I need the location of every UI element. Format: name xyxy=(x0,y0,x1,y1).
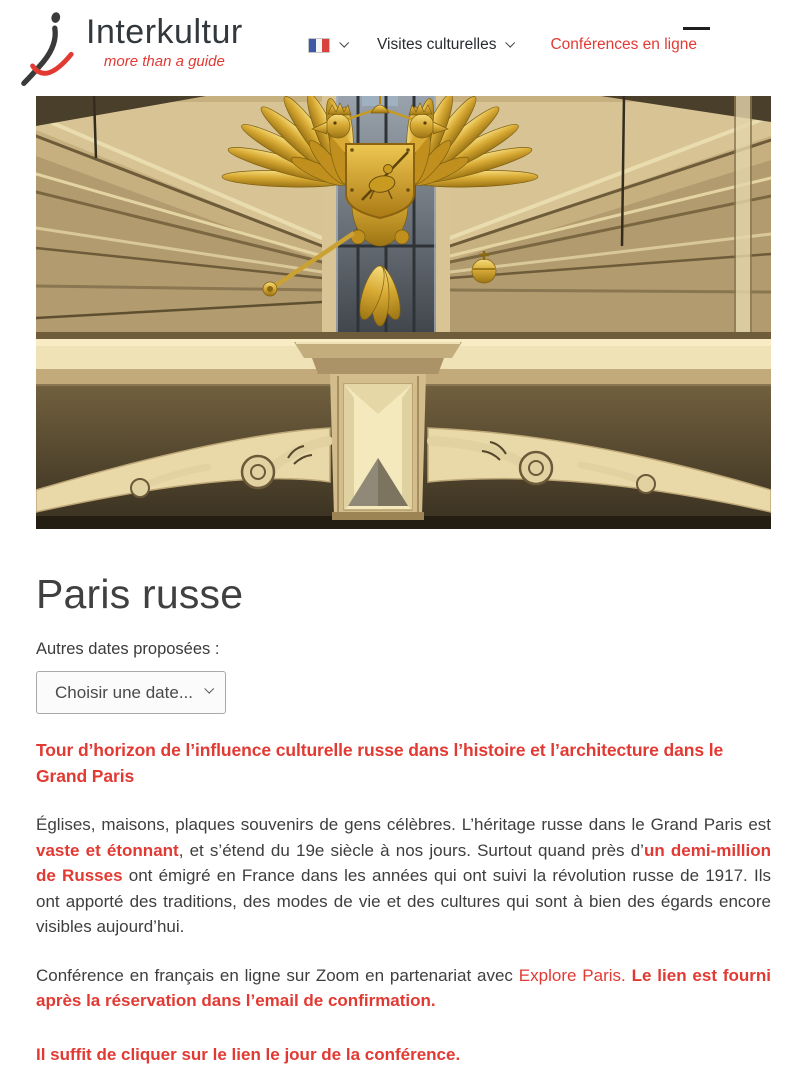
text-segment: Églises, maisons, plaques souvenirs de gens célèbres. L’héritage russe dans le Grand Paris est xyxy=(36,815,771,834)
language-switcher[interactable] xyxy=(308,38,347,53)
site-header xyxy=(0,0,807,96)
explore-paris-link[interactable]: Explore Paris xyxy=(518,965,622,985)
nav-item-visites-culturelles[interactable] xyxy=(377,36,513,54)
chevron-down-icon xyxy=(204,684,214,694)
nav-accent-line xyxy=(683,27,710,30)
page-title: Paris russe xyxy=(36,571,244,617)
text-segment: vaste et étonnant xyxy=(36,840,179,860)
text-segment: un demi-million de Russes xyxy=(36,840,772,885)
text-segment: ont émigré en France dans les années qui ont suivi la révolution russe de 1917. Ils ont apporté des traditions, des modes de vie et des cultures qui sont à bien des égards encore visibles aujourd’hui. xyxy=(36,866,771,936)
nav-item-conferences-en-ligne[interactable] xyxy=(550,36,697,54)
paragraph-link-instruction xyxy=(36,1042,771,1068)
main-nav xyxy=(308,36,697,54)
text-segment: Le lien est fourni après la réservation dans l’email de confirmation. xyxy=(36,965,771,1010)
dates-label: Autres dates proposées : xyxy=(36,640,220,658)
text-segment: Conférence en français en ligne sur Zoom en partenariat avec xyxy=(36,965,519,985)
hero-photo-eagle-portal xyxy=(36,96,771,529)
brand-name: Interkultur xyxy=(86,13,243,51)
nav-item-label: Visites culturelles xyxy=(377,36,497,53)
paragraph-conference xyxy=(36,963,771,1014)
text-segment: Il suffit de cliquer sur le lien le jour de la conférence. xyxy=(36,1044,461,1064)
chevron-down-icon xyxy=(506,38,516,48)
intro-heading: Tour d’horizon de l’influence culturelle russe dans l’histoire et l’architecture dans le Grand Paris xyxy=(36,740,724,786)
text-segment: , et s’étend du 19e siècle à nos jours. Surtout quand près d’ xyxy=(178,840,644,860)
paragraph-heritage xyxy=(36,812,771,940)
article xyxy=(36,529,771,1067)
chevron-down-icon xyxy=(339,38,349,48)
hero-image xyxy=(36,96,771,529)
brand-tagline: more than a guide xyxy=(103,53,225,71)
date-select-value: Choisir une date... xyxy=(55,682,193,702)
site-logo[interactable] xyxy=(20,6,243,90)
logo-mark-icon xyxy=(20,6,78,90)
text-segment: . xyxy=(621,965,632,985)
date-select[interactable] xyxy=(36,671,226,714)
french-flag-icon xyxy=(308,38,330,53)
nav-item-label: Conférences en ligne xyxy=(550,36,697,53)
